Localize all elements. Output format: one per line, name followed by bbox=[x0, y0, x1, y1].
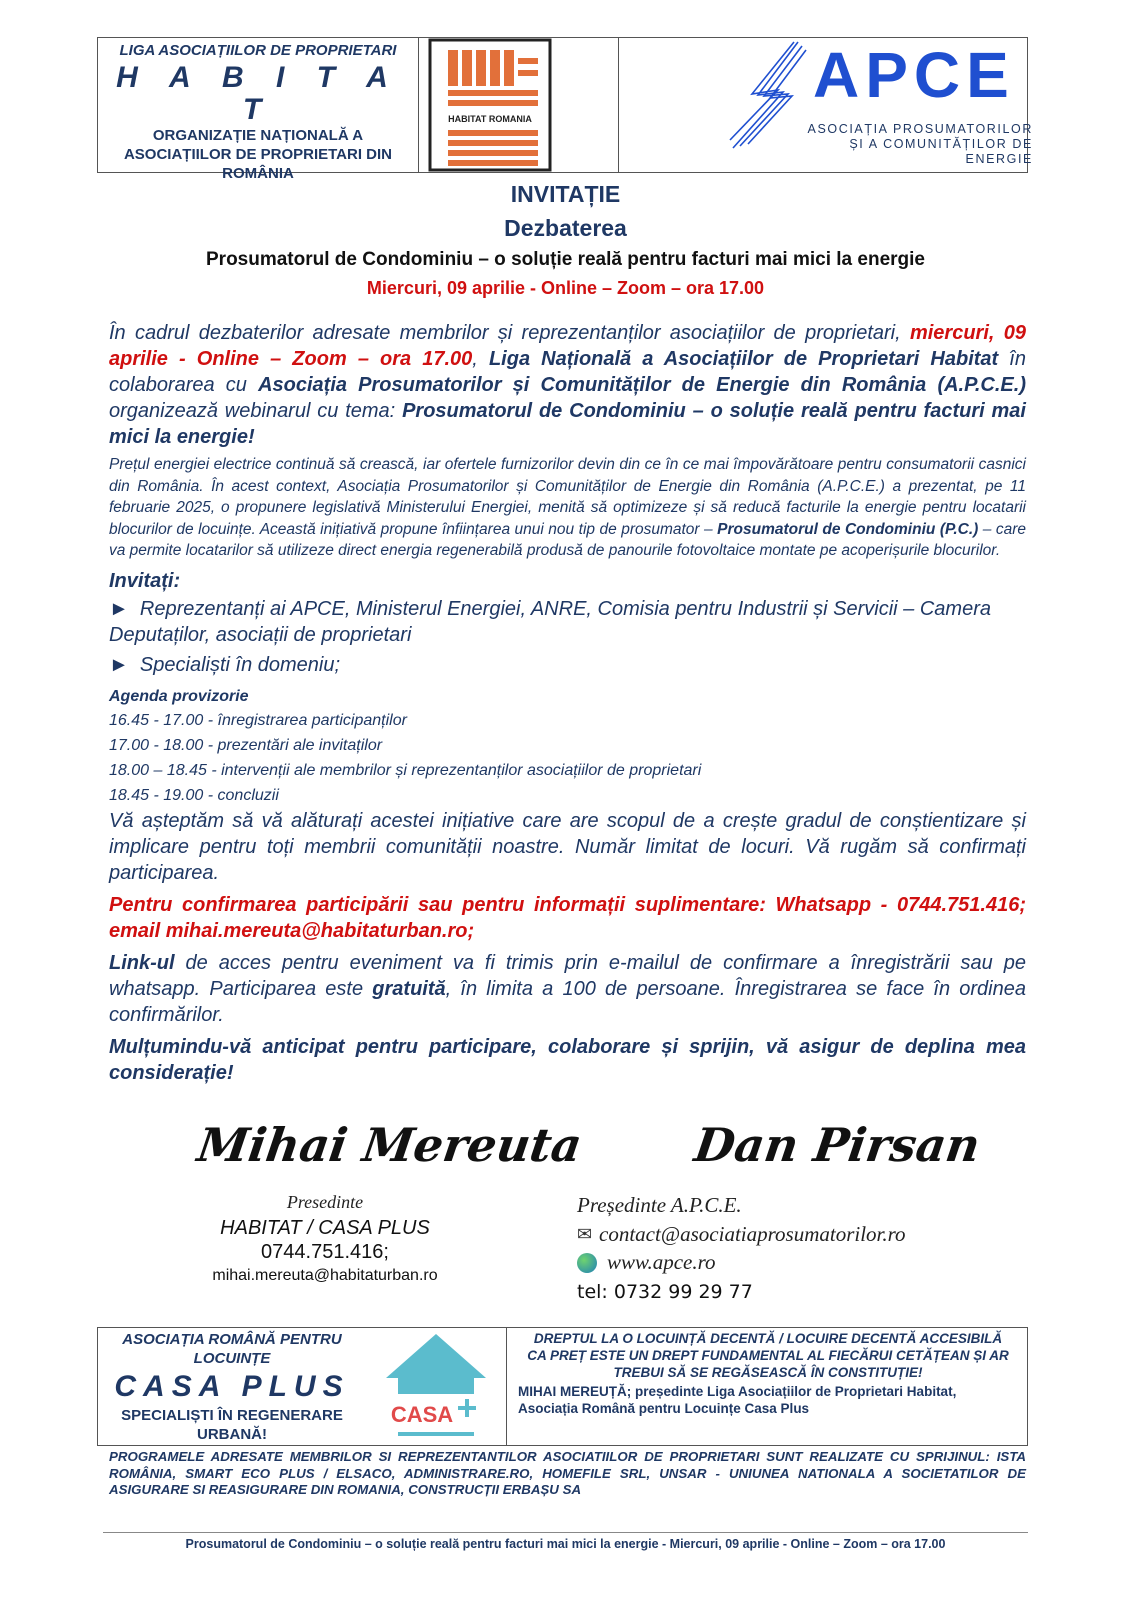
globe-icon bbox=[577, 1253, 597, 1273]
house-plus-icon bbox=[366, 1328, 506, 1445]
guest-item: ► Specialiști în domeniu; bbox=[109, 653, 341, 676]
content-body bbox=[109, 320, 1026, 1086]
agenda-item: 18.45 - 19.00 - concluzii bbox=[109, 786, 279, 804]
thanks-paragraph: Mulțumindu-vă anticipat pentru participare, colaborare și sprijin, vă asigur de deplina mea considerație! bbox=[109, 1035, 1026, 1084]
casa-spec: SPECIALIȘTI ÎN REGENERARE URBANĂ! bbox=[121, 1407, 343, 1443]
right-email: contact@asociatiaprosumatorilor.ro bbox=[599, 1222, 906, 1246]
topic-title: Prosumatorul de Condominiu – o soluție reală pentru facturi mai mici la energie bbox=[206, 249, 925, 270]
agenda-item: 16.45 - 17.00 - înregistrarea participanților bbox=[109, 711, 407, 729]
quote-text: DREPTUL LA O LOCUINȚĂ DECENTĂ / LOCUIRE DECENTĂ ACCESIBILĂ CA PREȚ ESTE UN DREPT FUNDAMENTAL AL FIECĂRUI CETĂȚEAN ȘI AR TREBUI SĂ SE REGĂSEASCĂ ÎN CONSTITUȚIE! bbox=[527, 1331, 1009, 1380]
intro-text: În cadrul dezbaterilor adresate membrilor și reprezentanților asociațiilor de proprietari, bbox=[109, 322, 910, 344]
casa-plus-box bbox=[97, 1327, 1028, 1446]
link-text: , în limita a 100 de persoane. Înregistrarea se face în ordinea confirmărilor. bbox=[109, 977, 1026, 1026]
signature-left: Mihai Mereuta bbox=[194, 1118, 586, 1172]
casa-logo-text: CASA bbox=[390, 1402, 454, 1427]
casa-plus-title: CASA PLUS bbox=[114, 1370, 350, 1403]
invitation-title: INVITAȚIE bbox=[510, 181, 621, 207]
agenda-heading: Agenda provizorie bbox=[109, 687, 249, 705]
quote-author: MIHAI MEREUȚĂ; președinte Liga Asociațiilor de Proprietari Habitat, Asociația Română pentru Locuințe Casa Plus bbox=[518, 1384, 957, 1416]
apce-logo-text: APCE bbox=[813, 39, 1015, 111]
habitat-block bbox=[98, 38, 419, 182]
link-word: Link-ul bbox=[109, 951, 175, 974]
habitat-logo bbox=[418, 38, 619, 172]
liga-title: LIGA ASOCIAȚIILOR DE PROPRIETARI bbox=[119, 42, 397, 59]
casa-assoc: ASOCIAȚIA ROMÂNĂ PENTRU LOCUINȚE bbox=[122, 1331, 342, 1367]
sponsors-text: PROGRAMELE ADRESATE MEMBRILOR SI REPREZENTANTILOR ASOCIATIILOR DE PROPRIETARI SUNT REALIZATE CU SPRIJINUL: ISTA ROMÂNIA, SMART ECO PLUS / ELSACO, ADMINISTRARE.RO, HOMEFILE SRL, UNSAR - UNIUNEA NATIONALA A SOCIETATILOR DE ASIGURARE SI REASIGURARE DIN ROMANIA, CONSTRUCȚII ERBAȘU SA bbox=[109, 1449, 1026, 1497]
intro-sep: , bbox=[472, 348, 489, 370]
guests-heading: Invitați: bbox=[109, 569, 181, 592]
closing-paragraph: Vă așteptăm să vă alăturați acestei inițiative care are scopul de a crește gradul de conștientizare și implicare pentru toți membrii comunității noastre. Număr limitat de locuri. Vă rugăm să confirmați participarea. bbox=[109, 809, 1026, 884]
right-role: Președinte A.P.C.E. bbox=[577, 1193, 742, 1217]
right-phone: tel: 0732 99 29 77 bbox=[577, 1281, 753, 1303]
context-paragraph bbox=[109, 454, 1026, 562]
agenda-item: 18.00 – 18.45 - intervenții ale membrilor și reprezentanților asociațiilor de proprietari bbox=[109, 761, 702, 779]
right-email-row bbox=[577, 1222, 997, 1247]
header-box bbox=[97, 37, 1033, 182]
link-text: de acces pentru eveniment va fi trimis prin e-mailul de confirmare a înregistrării sau pe whatsapp. Participarea este bbox=[109, 951, 1026, 1000]
guest-item: ► Reprezentanți ai APCE, Ministerul Energiei, ANRE, Comisia pentru Industrii și Servicii – Camera Deputaților, asociații de proprietari bbox=[109, 597, 991, 646]
link-paragraph bbox=[109, 950, 1026, 1028]
guest-item-text: Specialiști în domeniu; bbox=[139, 653, 341, 676]
org-subtitle: ORGANIZAȚIE NAȚIONALĂ A ASOCIAȚIILOR DE PROPRIETARI DIN ROMÂNIA bbox=[123, 127, 393, 182]
context-text: – care va permite locatarilor să utilizeze direct energia regenerabilă produsă de panourile fotovoltaice montate pe acoperișurile blocurilor. bbox=[109, 520, 1027, 559]
footer-divider bbox=[103, 1532, 1028, 1533]
apce-block bbox=[618, 38, 1033, 172]
left-email: mihai.mereuta@habitaturban.ro bbox=[212, 1267, 438, 1284]
page-footer: Prosumatorul de Condominiu – o soluție reală pentru facturi mai mici la energie - Miercuri, 09 aprilie - Online – Zoom – ora 17.00 bbox=[185, 1537, 946, 1551]
quote-block bbox=[508, 1328, 1028, 1445]
debate-title: Dezbaterea bbox=[504, 215, 627, 241]
apce-sub1: ASOCIAȚIA PROSUMATORILOR bbox=[807, 122, 1033, 136]
habitat-title: H A B I T A T bbox=[116, 61, 400, 126]
intro-paragraph bbox=[109, 320, 1026, 450]
date-line: Miercuri, 09 aprilie - Online – Zoom – ora 17.00 bbox=[366, 278, 765, 298]
signature-right: Dan Pirsan bbox=[691, 1118, 984, 1172]
building-logo-icon bbox=[418, 38, 618, 172]
intro-text: organizează webinarul cu tema: bbox=[109, 400, 403, 422]
left-org: HABITAT / CASA PLUS bbox=[220, 1217, 430, 1239]
apce-sub2: ȘI A COMUNITĂȚILOR DE ENERGIE bbox=[849, 137, 1033, 166]
context-text: Prețul energiei electrice continuă să crească, iar ofertele furnizorilor devin din ce în ce mai împovărătoare pentru consumatorii casnici din România. În acest context, Asociația Prosumatorilor și Comunităților de Energie din România (A.P.C.E.) a prezentat, pe 11 februarie 2025, o propunere legislativă Ministerului Energiei, menită să optimizeze și să reducă facturile la energie pentru locatarii blocurilor de locuințe. Această inițiativă propune înființarea unui nou tip de prosumator – bbox=[109, 456, 1026, 538]
intro-topic: Prosumatorul de Condominiu – o soluție reală pentru facturi mai mici la energie! bbox=[109, 400, 1026, 448]
intro-apce: Asociația Prosumatorilor și Comunităților de Energie din România (A.P.C.E.) bbox=[258, 374, 1026, 396]
envelope-icon: ✉ bbox=[577, 1224, 593, 1244]
agenda-item: 17.00 - 18.00 - prezentări ale invitaților bbox=[109, 736, 383, 754]
contact-paragraph: Pentru confirmarea participării sau pentru informații suplimentare: Whatsapp - 0744.751.416; email mihai.mereuta@habitaturban.ro; bbox=[109, 893, 1026, 942]
left-phone: 0744.751.416; bbox=[261, 1241, 389, 1263]
guest-item-text: Reprezentanți ai APCE, Ministerul Energiei, ANRE, Comisia pentru Industrii și Servicii – Camera Deputaților, asociații de proprietari bbox=[109, 597, 991, 646]
intro-liga: Liga Națională a Asociațiilor de Proprietari Habitat bbox=[488, 348, 999, 370]
casa-plus-block bbox=[98, 1328, 366, 1445]
context-pc: Prosumatorul de Condominiu (P.C.) bbox=[717, 520, 979, 538]
casa-logo bbox=[366, 1328, 507, 1445]
intro-text: în colaborarea cu bbox=[109, 348, 1026, 396]
logo-label: HABITAT ROMANIA bbox=[448, 114, 532, 124]
free-word: gratuită bbox=[372, 977, 446, 1000]
right-web-row bbox=[577, 1250, 997, 1275]
right-web: www.apce.ro bbox=[607, 1250, 716, 1274]
intro-date: miercuri, 09 aprilie - Online – Zoom – ora 17.00 bbox=[109, 322, 1026, 370]
left-role: Presedinte bbox=[286, 1192, 364, 1212]
